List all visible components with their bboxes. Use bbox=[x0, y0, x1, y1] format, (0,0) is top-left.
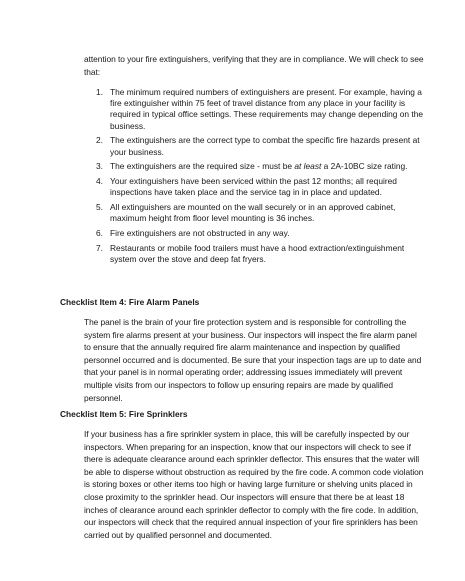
list-text: All extinguishers are mounted on the wall securely or in an approved cabinet, maximum height from floor level mounting is 36 inches. bbox=[110, 202, 396, 224]
section-heading-fire-sprinklers: Checklist Item 5: Fire Sprinklers bbox=[60, 409, 188, 419]
list-number: 6. bbox=[96, 228, 103, 239]
list-number: 3. bbox=[96, 161, 103, 172]
section-heading-fire-alarm-panels: Checklist Item 4: Fire Alarm Panels bbox=[60, 297, 200, 307]
list-number: 4. bbox=[96, 176, 103, 187]
list-text: The minimum required numbers of extinguishers are present. For example, having a fire extinguisher within 75 feet of travel distance from any place in your facility is required in typical office settings. These requirements may change depending on the business. bbox=[110, 87, 424, 131]
list-text-after: a 2A-10BC size rating. bbox=[321, 161, 408, 172]
list-item bbox=[96, 228, 426, 239]
list-text: Fire extinguishers are not obstructed in any way. bbox=[110, 228, 290, 239]
list-item bbox=[96, 135, 426, 157]
list-number: 5. bbox=[96, 202, 103, 213]
list-item bbox=[96, 243, 426, 265]
list-item bbox=[96, 176, 426, 198]
list-number: 2. bbox=[96, 135, 103, 146]
list-number: 7. bbox=[96, 243, 103, 253]
list-item bbox=[96, 161, 426, 172]
list-item bbox=[96, 202, 426, 224]
list-text-emphasis: at least bbox=[294, 161, 322, 172]
list-text: Restaurants or mobile food trailers must have a hood extraction/extinguishment system over the stove and deep fat fryers. bbox=[110, 243, 405, 265]
compliance-list bbox=[96, 87, 426, 269]
intro-paragraph: attention to your fire extinguishers, verifying that they are in compliance. We will check to see that: bbox=[84, 54, 424, 77]
list-number: 1. bbox=[96, 87, 103, 97]
list-text-before: The extinguishers are the required size - must be bbox=[110, 161, 295, 172]
list-text: The extinguishers are the correct type to combat the specific fire hazards present at your business. bbox=[110, 135, 420, 157]
section-body-fire-alarm-panels: The panel is the brain of your fire protection system and is responsible for controlling the system fire alarms present at your business. Our inspectors will inspect the fire alarm panel to ensure that the annually required fire alarm maintenance and inspection by qualified personnel occurred and is documented. Be sure that your inspection tags are up to date and that your panel is in normal operating order; addressing issues immediately will prevent multiple visits from our inspectors to follow up ensuring repairs are made by qualified personnel. bbox=[84, 317, 422, 403]
list-text: Your extinguishers have been serviced within the past 12 months; all required inspections have taken place and the service tag in in place and updated. bbox=[110, 176, 397, 198]
section-body-fire-sprinklers: If your business has a fire sprinkler system in place, this will be carefully inspected by our inspectors. When preparing for an inspection, know that our inspectors will check to see if there is adequate clearance around each sprinkler deflector. This ensures that the water will be able to disperse without obstruction as required by the fire code. A common code violation is storing boxes or other items too high or having large furniture or shelving units placed in close proximity to the sprinkler head. Our inspectors will ensure that there be at least 18 inches of clearance around each sprinkler deflector to comply with the fire code. In addition, our inspectors will check that the required annual inspection of your fire sprinklers has been carried out by qualified personnel and documented. bbox=[84, 429, 424, 540]
list-item bbox=[96, 87, 426, 132]
